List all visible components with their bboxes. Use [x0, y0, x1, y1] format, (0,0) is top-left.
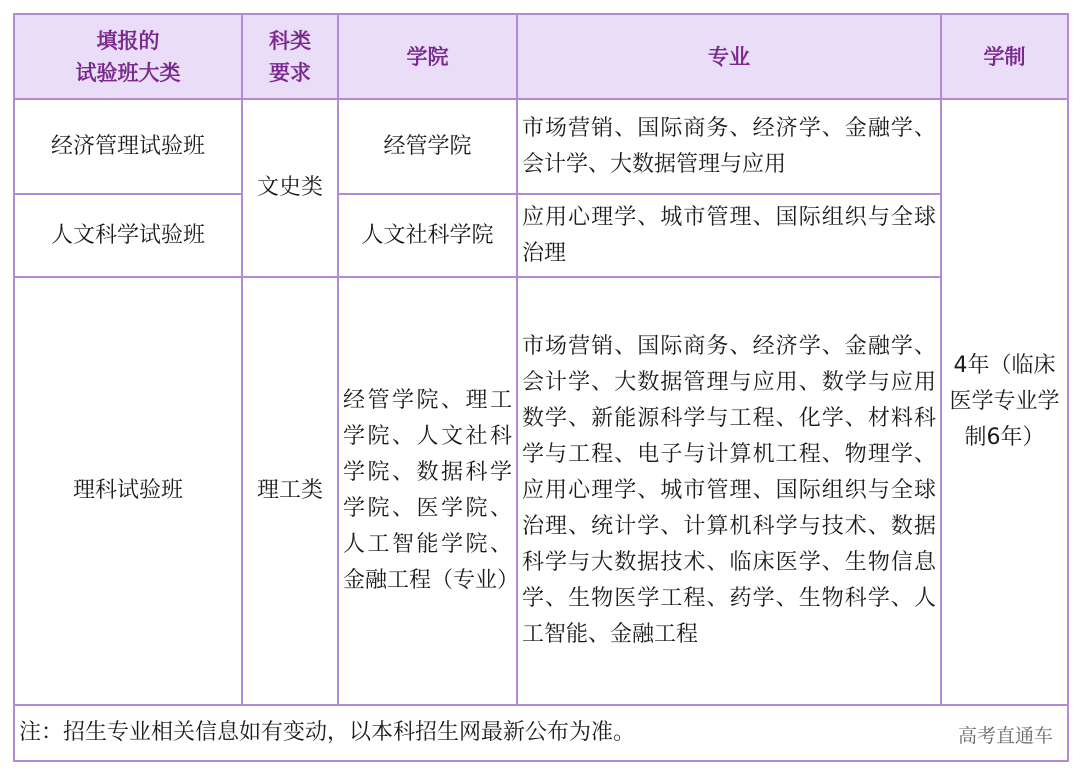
- note-text: 注：招生专业相关信息如有变动，以本科招生网最新公布为准。: [19, 720, 636, 745]
- major-cell: 市场营销、国际商务、经济学、金融学、会计学、大数据管理与应用、数学与应用数学、新能源科学与工程、化学、材料科学与工程、电子与计算机工程、物理学、应用心理学、城市管理、国际组织与全球治理、统计学、计算机科学与技术、数据科学与大数据技术、临床医学、生物信息学、生物医学工程、药学、生物科学、人工智能、金融工程: [517, 277, 941, 705]
- header-row: [14, 14, 1068, 99]
- class-type-cell: 人文科学试验班: [14, 194, 242, 277]
- note-row: [14, 705, 1068, 761]
- college-cell: 人文社科学院: [338, 194, 517, 277]
- table-row: [14, 99, 1068, 194]
- header-class-type: [14, 14, 242, 99]
- header-subject-req-line1: 科类: [269, 28, 311, 53]
- header-duration: 学制: [941, 14, 1068, 99]
- major-cell: 市场营销、国际商务、经济学、金融学、会计学、大数据管理与应用: [517, 99, 941, 194]
- class-type-cell: 理科试验班: [14, 277, 242, 705]
- major-cell: 应用心理学、城市管理、国际组织与全球治理: [517, 194, 941, 277]
- table-row: [14, 277, 1068, 705]
- table-row: [14, 194, 1068, 277]
- header-college: 学院: [338, 14, 517, 99]
- note-cell: [14, 705, 1068, 761]
- class-type-cell: 经济管理试验班: [14, 99, 242, 194]
- subject-liberal-cell: 文史类: [242, 99, 338, 277]
- header-class-type-line1: 填报的: [96, 28, 160, 53]
- college-cell: 经管学院: [338, 99, 517, 194]
- duration-cell: 4年（临床医学专业学制6年）: [941, 99, 1068, 705]
- header-subject-req: [242, 14, 338, 99]
- header-subject-req-line2: 要求: [269, 60, 311, 85]
- subject-science-cell: 理工类: [242, 277, 338, 705]
- college-cell: 经管学院、理工学院、人文社科学院、数据科学学院、医学院、人工智能学院、金融工程（专业）: [338, 277, 517, 705]
- header-major: 专业: [517, 14, 941, 99]
- brand-watermark: 高考直通车: [957, 725, 1053, 747]
- header-class-type-line2: 试验班大类: [75, 60, 181, 85]
- admission-table: [13, 13, 1069, 762]
